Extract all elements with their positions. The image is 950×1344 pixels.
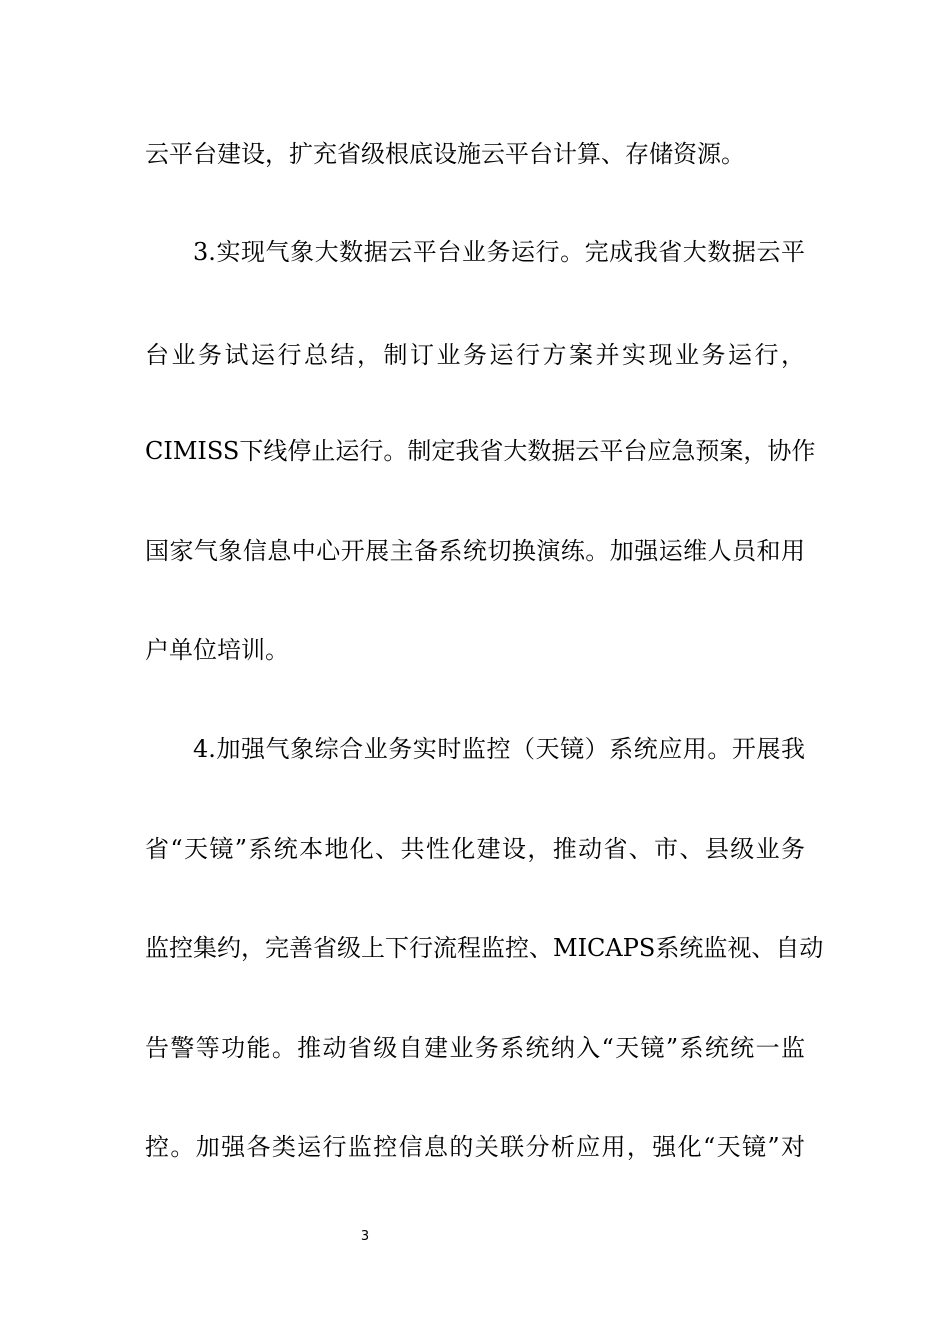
paragraph-line-3: 台业务试运行总结，制订业务运行方案并实现业务运行，	[145, 341, 805, 369]
paragraph-line-4: CIMISS下线停止运行。制定我省大数据云平台应急预案，协作	[145, 437, 816, 465]
paragraph-line-5: 国家气象信息中心开展主备系统切换演练。加强运维人员和用	[145, 537, 805, 565]
paragraph-line-1: 云平台建设，扩充省级根底设施云平台计算、存储资源。	[145, 140, 745, 168]
paragraph-line-10: 告警等功能。推动省级自建业务系统纳入“天镜”系统统一监	[145, 1034, 805, 1062]
page-number: 3	[360, 1229, 370, 1244]
paragraph-line-9: 监控集约，完善省级上下行流程监控、MICAPS系统监视、自动	[145, 934, 824, 962]
paragraph-line-7: 4.加强气象综合业务实时监控（天镜）系统应用。开展我	[193, 735, 805, 763]
paragraph-line-8: 省“天镜”系统本地化、共性化建设，推动省、市、县级业务	[145, 835, 805, 863]
paragraph-line-11: 控。加强各类运行监控信息的关联分析应用，强化“天镜”对	[145, 1133, 805, 1161]
paragraph-line-6: 户单位培训。	[145, 636, 289, 664]
paragraph-line-2: 3.实现气象大数据云平台业务运行。完成我省大数据云平	[193, 238, 805, 266]
